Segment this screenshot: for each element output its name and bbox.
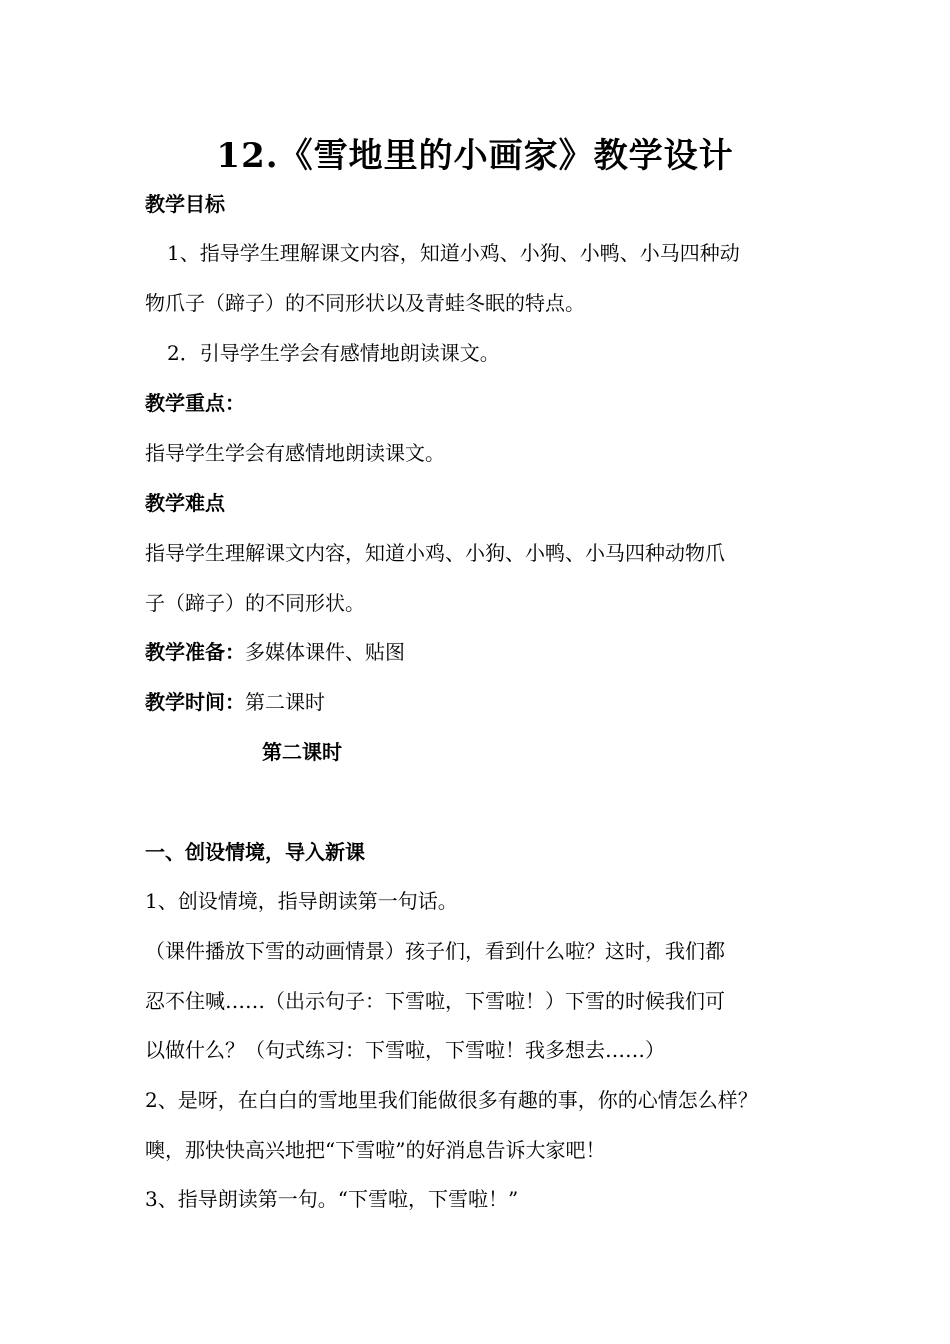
section-1-line-4: 以做什么？（句式练习：下雪啦，下雪啦！我多想去……） <box>145 1038 665 1062</box>
goals-heading: 教学目标 <box>145 192 225 216</box>
section-1-line-2: （课件播放下雪的动画情景）孩子们，看到什么啦？这时，我们都 <box>145 939 725 963</box>
difficulty-heading: 教学难点 <box>145 491 225 515</box>
section-1-line-6: 噢，那快快高兴地把“下雪啦”的好消息告诉大家吧！ <box>145 1138 606 1162</box>
section-1-heading: 一、创设情境，导入新课 <box>145 840 365 864</box>
prep-row <box>145 636 825 665</box>
key-heading: 教学重点： <box>145 391 245 415</box>
time-label: 教学时间： <box>145 690 245 714</box>
prep-value: 多媒体课件、贴图 <box>245 640 405 664</box>
goal-1-line-2: 物爪子（蹄子）的不同形状以及青蛙冬眠的特点。 <box>145 291 585 315</box>
difficulty-line-2: 子（蹄子）的不同形状。 <box>145 591 365 615</box>
goal-2: 2．引导学生学会有感情地朗读课文。 <box>167 341 500 365</box>
goal-1-line-1: 1、指导学生理解课文内容，知道小鸡、小狗、小鸭、小马四种动 <box>167 241 740 265</box>
section-1-line-3: 忍不住喊……（出示句子：下雪啦，下雪啦！）下雪的时候我们可 <box>145 989 725 1013</box>
section-1-line-5: 2、是呀，在白白的雪地里我们能做很多有趣的事，你的心情怎么样？ <box>145 1088 758 1112</box>
difficulty-line-1: 指导学生理解课文内容，知道小鸡、小狗、小鸭、小马四种动物爪 <box>145 541 725 565</box>
section-1-line-1: 1、创设情境，指导朗读第一句话。 <box>145 889 458 913</box>
prep-label: 教学准备： <box>145 640 245 664</box>
section-1-line-7: 3、指导朗读第一句。“下雪啦，下雪啦！” <box>145 1187 519 1211</box>
time-row <box>145 686 825 715</box>
document-title: 12.《雪地里的小画家》教学设计 <box>216 136 734 176</box>
lesson-heading: 第二课时 <box>262 740 342 764</box>
time-value: 第二课时 <box>245 690 325 714</box>
key-text: 指导学生学会有感情地朗读课文。 <box>145 441 445 465</box>
